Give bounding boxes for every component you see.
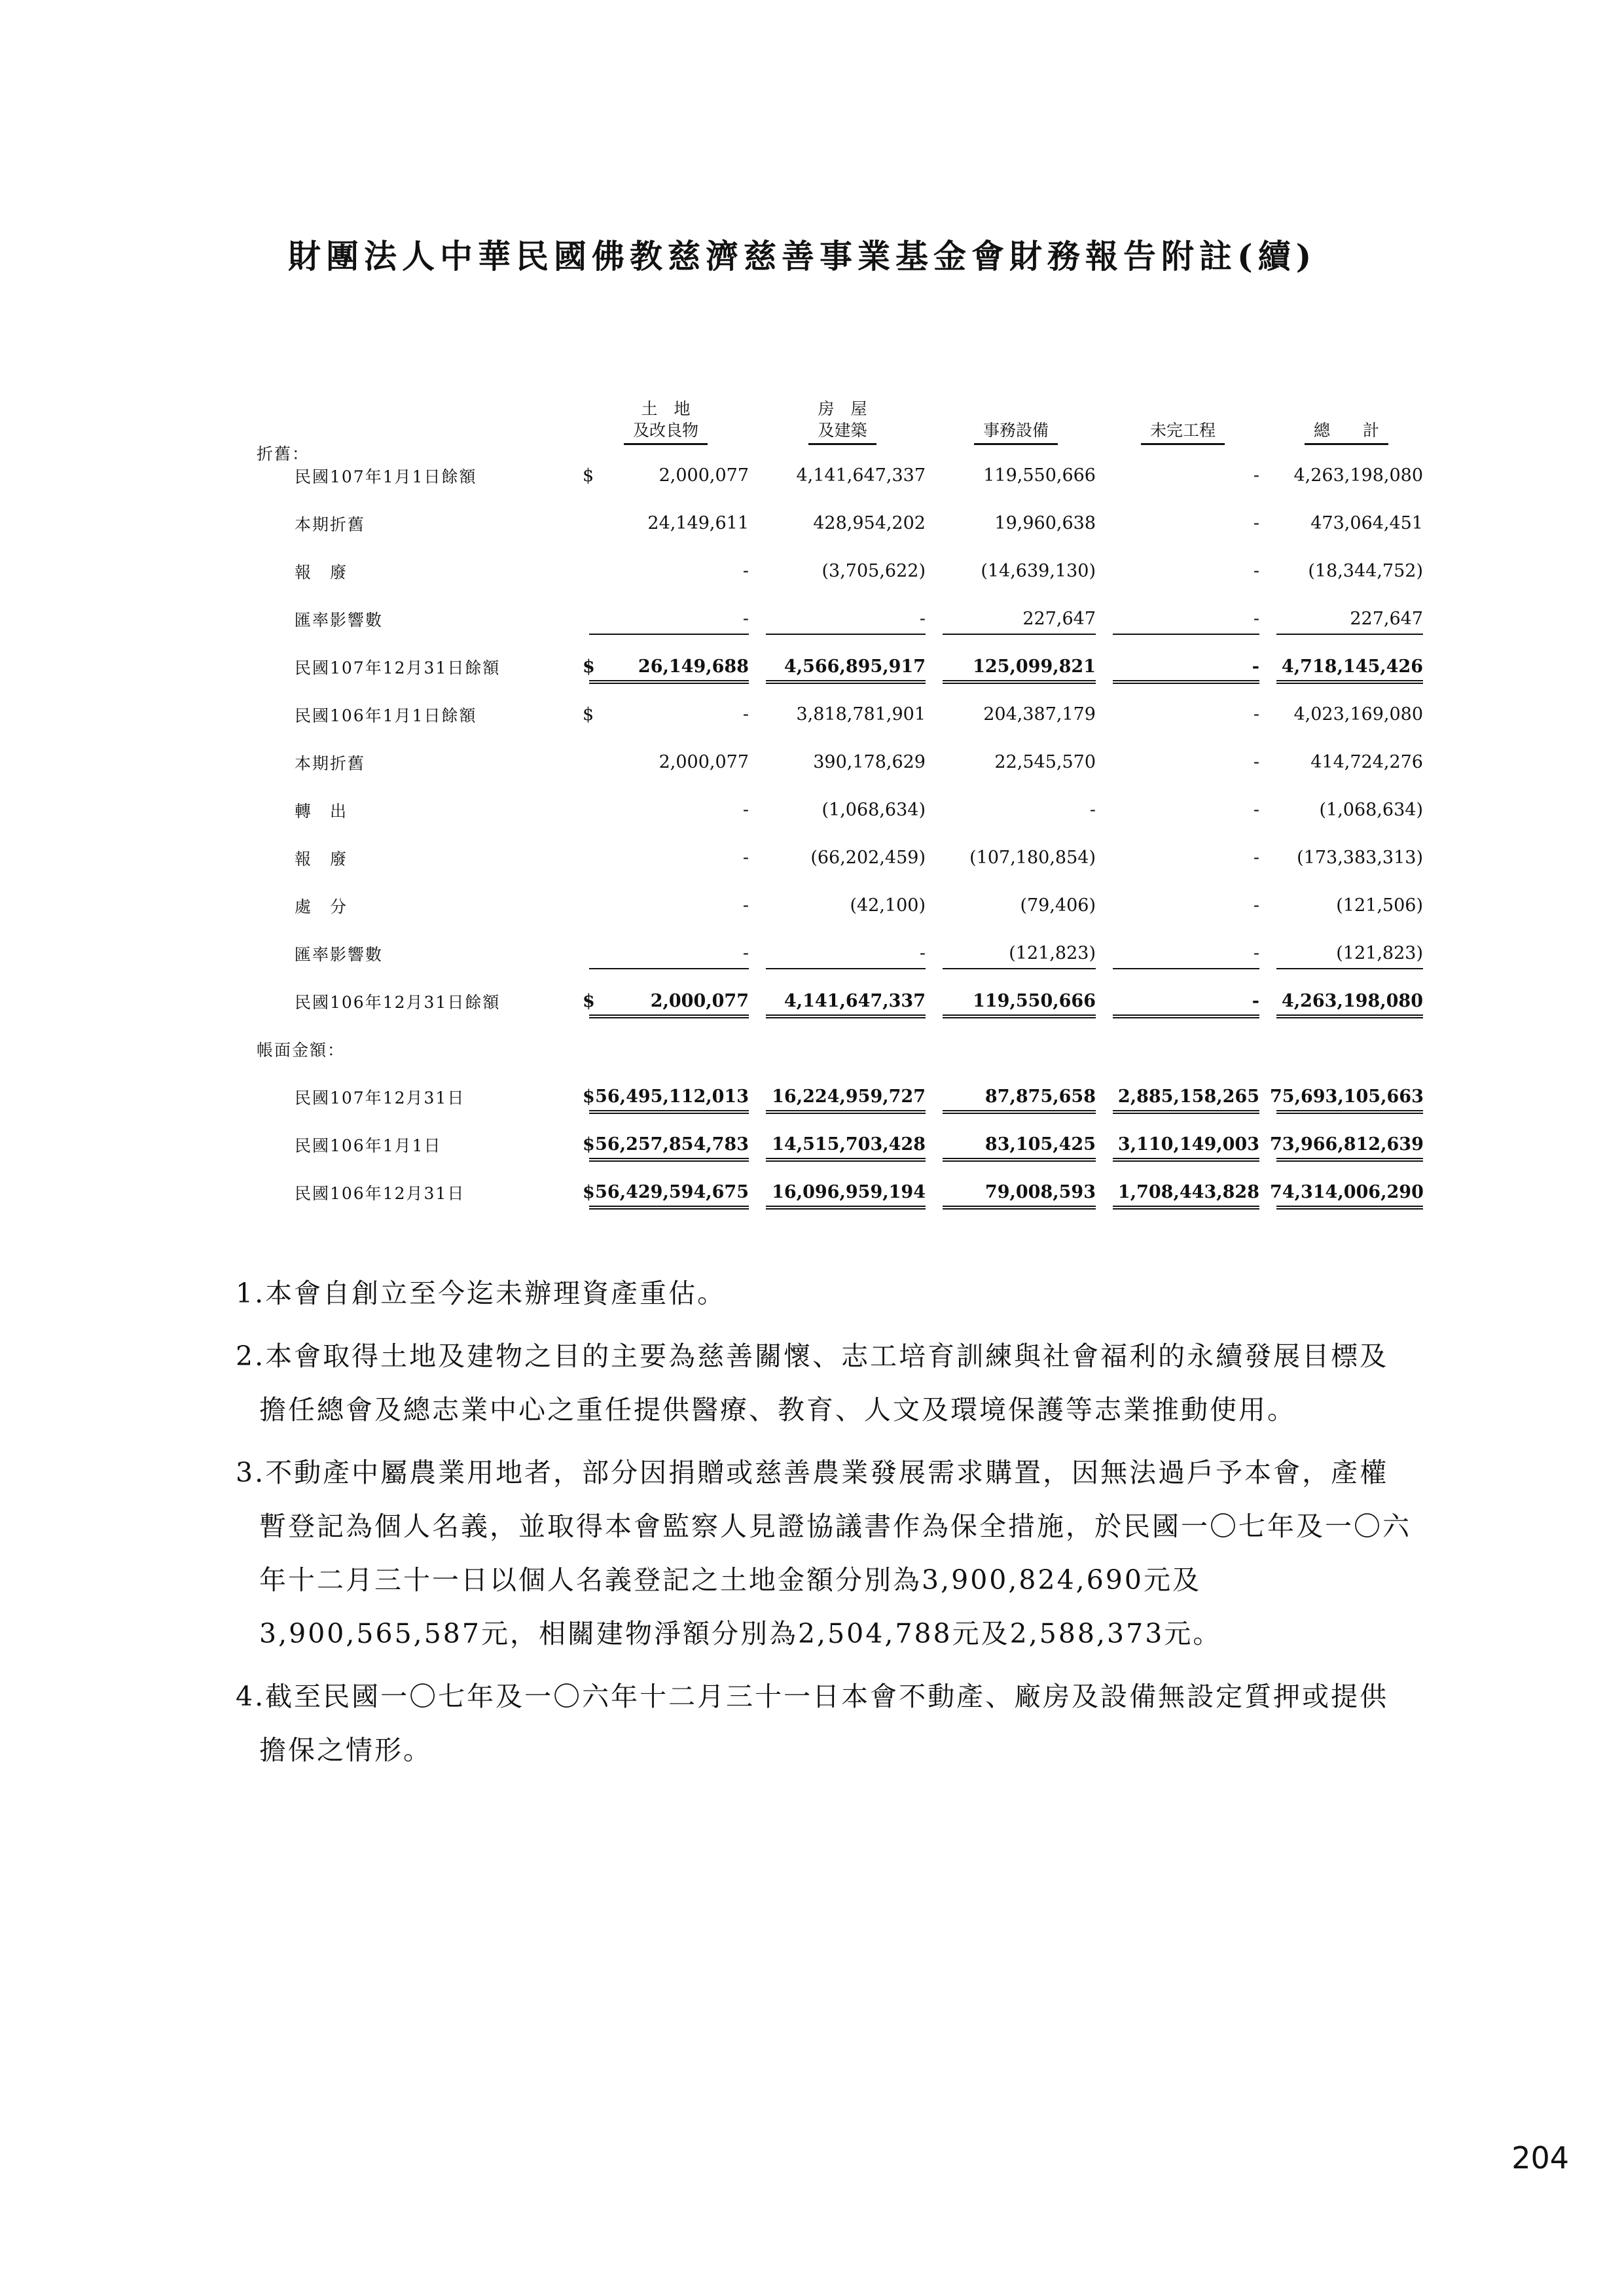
cell-value	[1265, 1073, 1428, 1121]
cell-number: 125,099,821	[973, 656, 1096, 677]
cell-number: 473,064,451	[1310, 513, 1423, 533]
row-label: 民國107年12月31日	[295, 1088, 465, 1107]
cell-number: -	[742, 609, 749, 629]
cell-number: -	[1253, 513, 1259, 533]
cell-value	[1265, 929, 1428, 977]
cell-number: 4,718,145,426	[1281, 656, 1423, 677]
cell-number: 390,178,629	[813, 752, 926, 772]
cell-number: -	[919, 609, 926, 629]
cell-number: -	[1253, 561, 1259, 581]
cell-number: -	[742, 943, 749, 963]
cell-value	[1101, 499, 1265, 547]
cell-value	[1265, 1121, 1428, 1168]
cell-value	[754, 595, 931, 643]
cell-value	[577, 452, 754, 499]
table-row	[257, 929, 1428, 977]
cell-number: 56,257,854,783	[595, 1134, 749, 1155]
row-label: 本期折舊	[295, 753, 366, 773]
table-row	[257, 595, 1428, 643]
cell-value	[931, 834, 1101, 882]
cell-number: 2,000,077	[650, 991, 749, 1011]
depreciation-table	[257, 367, 1428, 1216]
cell-value	[1265, 738, 1428, 786]
row-label: 民國107年1月1日餘額	[295, 467, 477, 486]
cell-value	[1265, 499, 1428, 547]
cell-number: 428,954,202	[813, 513, 926, 533]
cell-value	[931, 977, 1101, 1025]
row-label: 本期折舊	[295, 514, 366, 534]
cell-number: (18,344,752)	[1308, 561, 1423, 581]
cell-number: -	[1252, 656, 1259, 677]
notes	[236, 1266, 1414, 1786]
cell-number: 4,141,647,337	[796, 465, 926, 486]
cell-number: 227,647	[1350, 609, 1423, 629]
table-row	[257, 499, 1428, 547]
cell-value	[577, 643, 754, 691]
cell-number: 4,023,169,080	[1293, 704, 1423, 725]
cell-value	[577, 547, 754, 595]
cell-value	[754, 1168, 931, 1216]
cell-value	[754, 1121, 931, 1168]
cell-number: 26,149,688	[638, 656, 749, 677]
cell-number: 24,149,611	[647, 513, 749, 533]
section-row	[257, 1025, 1428, 1073]
row-label: 處 分	[295, 897, 348, 916]
cell-value	[577, 499, 754, 547]
cell-value	[754, 882, 931, 929]
cell-value	[931, 882, 1101, 929]
cell-number: (66,202,459)	[810, 848, 926, 868]
cell-number: 414,724,276	[1310, 752, 1423, 772]
cell-number: (173,383,313)	[1297, 848, 1423, 868]
cell-number: -	[742, 561, 749, 581]
cell-value	[754, 547, 931, 595]
note-1: 1.本會自創立至今迄未辦理資產重估。	[236, 1278, 727, 1309]
cell-value	[931, 1168, 1101, 1216]
cell-value	[1101, 929, 1265, 977]
currency-symbol: $	[583, 991, 595, 1011]
col-header-total: 總 計	[1265, 367, 1428, 452]
cell-value	[931, 499, 1101, 547]
cell-value	[754, 834, 931, 882]
currency-symbol: $	[583, 704, 594, 725]
cell-value	[931, 643, 1101, 691]
cell-value	[1101, 1121, 1265, 1168]
cell-number: -	[1253, 609, 1259, 629]
col-header-land: 土 地 及改良物	[577, 367, 754, 452]
cell-value	[1101, 834, 1265, 882]
row-label: 民國106年1月1日	[295, 1136, 442, 1155]
cell-value	[931, 738, 1101, 786]
currency-symbol: $	[583, 1134, 595, 1155]
cell-number: (107,180,854)	[969, 848, 1096, 868]
cell-number: 83,105,425	[984, 1134, 1096, 1155]
cell-value	[931, 547, 1101, 595]
cell-number: -	[1253, 800, 1259, 820]
cell-value	[754, 786, 931, 834]
note-2: 2.本會取得土地及建物之目的主要為慈善關懷、志工培育訓練與社會福利的永續發展目標及擔任總會及總志業中心之重任提供醫療、教育、人文及環境保護等志業推動使用。	[236, 1340, 1389, 1426]
table-row	[257, 547, 1428, 595]
cell-number: (121,506)	[1336, 895, 1423, 916]
cell-number: -	[742, 895, 749, 916]
cell-number: 4,141,647,337	[784, 991, 926, 1011]
cell-value	[931, 691, 1101, 738]
cell-number: 16,224,959,727	[772, 1086, 926, 1107]
note-4: 4.截至民國一〇七年及一〇六年十二月三十一日本會不動產、廠房及設備無設定質押或提供擔保之情形。	[236, 1681, 1389, 1766]
col-header-construction: 未完工程	[1101, 367, 1265, 452]
section-label-depreciation: 折舊：	[257, 444, 310, 463]
row-label: 民國106年12月31日餘額	[295, 992, 501, 1012]
cell-number: -	[742, 848, 749, 868]
cell-value	[754, 452, 931, 499]
cell-value	[754, 977, 931, 1025]
cell-number: (121,823)	[1009, 943, 1096, 963]
table-row	[257, 834, 1428, 882]
cell-number: 227,647	[1022, 609, 1096, 629]
currency-symbol: $	[583, 656, 595, 677]
cell-value	[1101, 882, 1265, 929]
table-row	[257, 738, 1428, 786]
cell-number: -	[1089, 800, 1096, 820]
cell-value	[931, 1073, 1101, 1121]
cell-value	[931, 595, 1101, 643]
cell-value	[1265, 977, 1428, 1025]
cell-number: (1,068,634)	[821, 800, 926, 820]
cell-number: 2,885,158,265	[1117, 1086, 1259, 1107]
page-number: 204	[1511, 2140, 1569, 2176]
table-row	[257, 786, 1428, 834]
cell-value	[1101, 595, 1265, 643]
cell-value	[1101, 786, 1265, 834]
section-label-book: 帳面金額：	[257, 1040, 346, 1060]
cell-number: 73,966,812,639	[1270, 1134, 1424, 1155]
cell-value	[577, 977, 754, 1025]
cell-number: 22,545,570	[994, 752, 1096, 772]
cell-number: -	[1252, 991, 1259, 1011]
table-row	[257, 1168, 1428, 1216]
cell-value	[1101, 547, 1265, 595]
cell-value	[1265, 691, 1428, 738]
cell-number: 19,960,638	[994, 513, 1096, 533]
cell-value	[1101, 643, 1265, 691]
cell-value	[1101, 452, 1265, 499]
cell-number: 74,314,006,290	[1270, 1182, 1424, 1202]
cell-number: 119,550,666	[983, 465, 1096, 486]
cell-value	[1265, 786, 1428, 834]
cell-value	[577, 929, 754, 977]
cell-number: 4,566,895,917	[784, 656, 926, 677]
cell-value	[1265, 452, 1428, 499]
cell-number: (42,100)	[850, 895, 926, 916]
table-row	[257, 1121, 1428, 1168]
table-row	[257, 452, 1428, 499]
cell-value	[577, 595, 754, 643]
cell-value	[754, 1073, 931, 1121]
cell-value	[1101, 738, 1265, 786]
cell-number: 204,387,179	[983, 704, 1096, 725]
cell-value	[1101, 977, 1265, 1025]
cell-number: 56,495,112,013	[595, 1086, 749, 1107]
cell-number: (121,823)	[1336, 943, 1423, 963]
cell-value	[1265, 834, 1428, 882]
table-row	[257, 882, 1428, 929]
cell-value	[1265, 595, 1428, 643]
cell-value	[577, 691, 754, 738]
cell-value	[931, 786, 1101, 834]
cell-number: 1,708,443,828	[1117, 1182, 1259, 1202]
table-row	[257, 691, 1428, 738]
cell-number: 56,429,594,675	[595, 1182, 749, 1202]
row-label: 報 廢	[295, 562, 348, 582]
cell-number: 3,818,781,901	[796, 704, 926, 725]
cell-number: 2,000,077	[659, 465, 749, 486]
cell-number: 3,110,149,003	[1117, 1134, 1259, 1155]
cell-value	[577, 834, 754, 882]
cell-number: 16,096,959,194	[772, 1182, 926, 1202]
cell-value	[577, 786, 754, 834]
cell-number: 14,515,703,428	[772, 1134, 926, 1155]
cell-value	[1265, 1168, 1428, 1216]
cell-number: -	[742, 704, 749, 725]
cell-value	[931, 452, 1101, 499]
cell-value	[1101, 1168, 1265, 1216]
currency-symbol: $	[583, 1086, 595, 1107]
cell-value	[577, 1121, 754, 1168]
cell-number: -	[1253, 943, 1259, 963]
cell-value	[577, 882, 754, 929]
cell-number: 2,000,077	[659, 752, 749, 772]
cell-value	[577, 738, 754, 786]
cell-value	[577, 1073, 754, 1121]
note-3: 3.不動產中屬農業用地者，部分因捐贈或慈善農業發展需求購置，因無法過戶予本會，產權暫登記為個人名義，並取得本會監察人見證協議書作為保全措施，於民國一〇七年及一〇六年十二月三十一日以個人名義登記之土地金額分別為3,900,824,690元及3,900,565,587元，相關建物淨額分別為2,504,788元及2,588,373元。	[236, 1457, 1411, 1649]
cell-value	[754, 738, 931, 786]
cell-number: -	[1253, 465, 1259, 486]
cell-value	[1265, 547, 1428, 595]
row-label: 報 廢	[295, 849, 348, 869]
row-label: 匯率影響數	[295, 944, 384, 964]
table-row	[257, 643, 1428, 691]
cell-number: -	[1253, 704, 1259, 725]
cell-number: -	[1253, 895, 1259, 916]
table-row	[257, 977, 1428, 1025]
cell-value	[1101, 691, 1265, 738]
cell-number: 119,550,666	[973, 991, 1096, 1011]
row-label: 民國106年12月31日	[295, 1183, 465, 1203]
cell-number: 87,875,658	[984, 1086, 1096, 1107]
cell-number: -	[919, 943, 926, 963]
cell-number: 79,008,593	[984, 1182, 1096, 1202]
cell-number: (79,406)	[1020, 895, 1096, 916]
cell-value	[931, 929, 1101, 977]
cell-value	[1265, 882, 1428, 929]
cell-number: 75,693,105,663	[1270, 1086, 1424, 1107]
row-label: 民國106年1月1日餘額	[295, 706, 477, 725]
cell-number: (3,705,622)	[821, 561, 926, 581]
cell-number: -	[1253, 752, 1259, 772]
cell-number: 4,263,198,080	[1293, 465, 1423, 486]
row-label: 匯率影響數	[295, 610, 384, 630]
cell-value	[754, 929, 931, 977]
cell-value	[931, 1121, 1101, 1168]
cell-value	[754, 643, 931, 691]
page-title: 財團法人中華民國佛教慈濟慈善事業基金會財務報告附註(續)	[288, 237, 1317, 276]
currency-symbol: $	[583, 1182, 595, 1202]
table-header-row	[257, 367, 1428, 452]
row-label: 轉 出	[295, 801, 348, 821]
cell-value	[754, 499, 931, 547]
currency-symbol: $	[583, 465, 594, 486]
col-header-building: 房 屋 及建築	[754, 367, 931, 452]
cell-number: (1,068,634)	[1319, 800, 1423, 820]
col-header-equipment: 事務設備	[931, 367, 1101, 452]
cell-number: (14,639,130)	[981, 561, 1096, 581]
cell-value	[754, 691, 931, 738]
cell-value	[1101, 1073, 1265, 1121]
cell-number: -	[1253, 848, 1259, 868]
cell-number: -	[742, 800, 749, 820]
table-row	[257, 1073, 1428, 1121]
cell-value	[1265, 643, 1428, 691]
row-label: 民國107年12月31日餘額	[295, 658, 501, 677]
cell-value	[577, 1168, 754, 1216]
cell-number: 4,263,198,080	[1281, 991, 1423, 1011]
